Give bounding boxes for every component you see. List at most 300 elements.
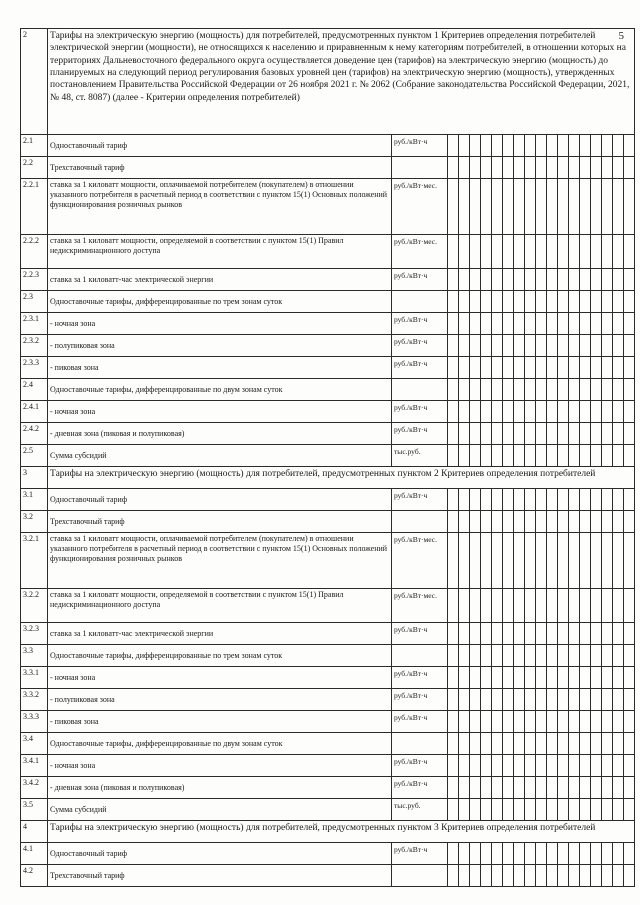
value-cell xyxy=(558,135,569,157)
value-cell xyxy=(536,135,547,157)
value-cell xyxy=(525,755,536,777)
value-cell xyxy=(459,777,470,799)
value-cell xyxy=(580,179,591,235)
value-cell xyxy=(613,135,624,157)
row-number-cell: 4.2 xyxy=(21,865,48,887)
value-cell xyxy=(514,533,525,589)
value-cell xyxy=(613,269,624,291)
value-cell xyxy=(580,755,591,777)
value-cell xyxy=(492,589,503,623)
value-cell xyxy=(514,379,525,401)
value-cell xyxy=(558,533,569,589)
value-cell xyxy=(580,689,591,711)
value-cell xyxy=(591,313,602,335)
row-unit-cell xyxy=(392,511,448,533)
value-cell xyxy=(624,357,635,379)
row-number-cell: 3.2.2 xyxy=(21,589,48,623)
value-cell xyxy=(569,511,580,533)
value-cell xyxy=(536,799,547,821)
value-cell xyxy=(514,135,525,157)
value-cell xyxy=(481,589,492,623)
row-unit-cell: тыс.руб. xyxy=(392,799,448,821)
table-row xyxy=(21,623,635,645)
value-cell xyxy=(536,179,547,235)
value-cell xyxy=(536,511,547,533)
value-cell xyxy=(602,401,613,423)
value-cell xyxy=(514,235,525,269)
value-cell xyxy=(481,335,492,357)
value-cell xyxy=(492,269,503,291)
value-cell xyxy=(624,179,635,235)
value-cell xyxy=(503,401,514,423)
value-cell xyxy=(459,733,470,755)
value-cell xyxy=(602,135,613,157)
value-cell xyxy=(569,865,580,887)
row-unit-cell: руб./кВт·мес. xyxy=(392,179,448,235)
value-cell xyxy=(525,179,536,235)
value-cell xyxy=(470,135,481,157)
row-number-cell: 2.4.1 xyxy=(21,401,48,423)
value-cell xyxy=(525,489,536,511)
value-cell xyxy=(613,733,624,755)
value-cell xyxy=(459,689,470,711)
value-cell xyxy=(492,865,503,887)
value-cell xyxy=(591,269,602,291)
value-cell xyxy=(569,291,580,313)
value-cell xyxy=(514,269,525,291)
value-cell xyxy=(448,157,459,179)
value-cell xyxy=(536,777,547,799)
value-cell xyxy=(580,733,591,755)
table-row xyxy=(21,291,635,313)
value-cell xyxy=(514,357,525,379)
value-cell xyxy=(459,623,470,645)
value-cell xyxy=(569,269,580,291)
value-cell xyxy=(613,533,624,589)
value-cell xyxy=(470,865,481,887)
value-cell xyxy=(547,445,558,467)
value-cell xyxy=(470,157,481,179)
value-cell xyxy=(580,235,591,269)
value-cell xyxy=(448,235,459,269)
value-cell xyxy=(569,689,580,711)
value-cell xyxy=(448,711,459,733)
table-row xyxy=(21,733,635,755)
value-cell xyxy=(591,291,602,313)
value-cell xyxy=(580,865,591,887)
value-cell xyxy=(470,645,481,667)
value-cell xyxy=(492,645,503,667)
value-cell xyxy=(470,511,481,533)
value-cell xyxy=(459,291,470,313)
value-cell xyxy=(602,379,613,401)
value-cell xyxy=(503,689,514,711)
value-cell xyxy=(569,533,580,589)
value-cell xyxy=(514,623,525,645)
value-cell xyxy=(580,357,591,379)
value-cell xyxy=(602,689,613,711)
value-cell xyxy=(481,755,492,777)
value-cell xyxy=(448,799,459,821)
value-cell xyxy=(470,777,481,799)
value-cell xyxy=(525,335,536,357)
value-cell xyxy=(569,733,580,755)
value-cell xyxy=(470,313,481,335)
value-cell xyxy=(580,533,591,589)
value-cell xyxy=(624,777,635,799)
value-cell xyxy=(558,291,569,313)
value-cell xyxy=(536,623,547,645)
value-cell xyxy=(558,511,569,533)
value-cell xyxy=(624,755,635,777)
value-cell xyxy=(624,291,635,313)
value-cell xyxy=(602,667,613,689)
value-cell xyxy=(613,589,624,623)
value-cell xyxy=(558,401,569,423)
value-cell xyxy=(459,645,470,667)
value-cell xyxy=(558,733,569,755)
value-cell xyxy=(613,623,624,645)
value-cell xyxy=(470,291,481,313)
value-cell xyxy=(481,445,492,467)
value-cell xyxy=(569,589,580,623)
value-cell xyxy=(503,799,514,821)
value-cell xyxy=(569,313,580,335)
value-cell xyxy=(481,235,492,269)
value-cell xyxy=(580,623,591,645)
value-cell xyxy=(569,379,580,401)
value-cell xyxy=(492,357,503,379)
value-cell xyxy=(492,401,503,423)
value-cell xyxy=(448,755,459,777)
value-cell xyxy=(470,533,481,589)
value-cell xyxy=(459,445,470,467)
row-name-cell: Сумма субсидий xyxy=(48,799,392,821)
value-cell xyxy=(481,645,492,667)
value-cell xyxy=(569,755,580,777)
value-cell xyxy=(558,843,569,865)
row-name-cell: Одноставочные тарифы, дифференцированные по трем зонам суток xyxy=(48,291,392,313)
row-name-cell: ставка за 1 киловатт мощности, оплачиваемой потребителем (покупателем) в отношении указанного потребителя в расчетный период в соответствии с пунктом 15(1) Основных положений функционирования розничных рынков xyxy=(48,179,392,235)
value-cell xyxy=(470,179,481,235)
row-number-cell: 3.4.2 xyxy=(21,777,48,799)
value-cell xyxy=(481,423,492,445)
value-cell xyxy=(591,755,602,777)
value-cell xyxy=(514,511,525,533)
value-cell xyxy=(547,335,558,357)
table-row xyxy=(21,269,635,291)
value-cell xyxy=(602,799,613,821)
value-cell xyxy=(602,179,613,235)
value-cell xyxy=(591,865,602,887)
value-cell xyxy=(525,135,536,157)
value-cell xyxy=(624,269,635,291)
table-row xyxy=(21,799,635,821)
value-cell xyxy=(503,489,514,511)
value-cell xyxy=(580,777,591,799)
value-cell xyxy=(514,777,525,799)
value-cell xyxy=(481,401,492,423)
value-cell xyxy=(492,379,503,401)
value-cell xyxy=(569,711,580,733)
value-cell xyxy=(591,711,602,733)
value-cell xyxy=(536,269,547,291)
row-number-cell: 2.5 xyxy=(21,445,48,467)
value-cell xyxy=(613,799,624,821)
row-number-cell: 2.4 xyxy=(21,379,48,401)
value-cell xyxy=(558,269,569,291)
value-cell xyxy=(525,157,536,179)
value-cell xyxy=(525,313,536,335)
value-cell xyxy=(569,423,580,445)
row-unit-cell: руб./кВт·ч xyxy=(392,335,448,357)
value-cell xyxy=(492,667,503,689)
value-cell xyxy=(624,401,635,423)
value-cell xyxy=(602,291,613,313)
value-cell xyxy=(558,157,569,179)
value-cell xyxy=(514,313,525,335)
value-cell xyxy=(547,269,558,291)
row-name-cell: ставка за 1 киловатт-час электрической энергии xyxy=(48,623,392,645)
value-cell xyxy=(525,423,536,445)
table-row xyxy=(21,667,635,689)
section-title-cell: Тарифы на электрическую энергию (мощность) для потребителей, предусмотренных пунктом 3 Критериев определения потребителей xyxy=(48,821,635,843)
value-cell xyxy=(558,445,569,467)
value-cell xyxy=(547,357,558,379)
row-number-cell: 3.4 xyxy=(21,733,48,755)
value-cell xyxy=(525,235,536,269)
value-cell xyxy=(624,379,635,401)
value-cell xyxy=(547,313,558,335)
value-cell xyxy=(525,865,536,887)
value-cell xyxy=(459,423,470,445)
row-number-cell: 2 xyxy=(21,29,48,135)
row-unit-cell: руб./кВт·ч xyxy=(392,777,448,799)
value-cell xyxy=(602,235,613,269)
value-cell xyxy=(591,799,602,821)
value-cell xyxy=(492,533,503,589)
value-cell xyxy=(481,489,492,511)
row-unit-cell: руб./кВт·ч xyxy=(392,269,448,291)
table-row xyxy=(21,489,635,511)
value-cell xyxy=(547,623,558,645)
value-cell xyxy=(613,179,624,235)
value-cell xyxy=(470,843,481,865)
value-cell xyxy=(536,711,547,733)
row-name-cell: - ночная зона xyxy=(48,755,392,777)
value-cell xyxy=(470,799,481,821)
value-cell xyxy=(448,623,459,645)
value-cell xyxy=(448,865,459,887)
value-cell xyxy=(624,865,635,887)
row-unit-cell: руб./кВт·ч xyxy=(392,689,448,711)
value-cell xyxy=(459,135,470,157)
value-cell xyxy=(503,645,514,667)
row-unit-cell xyxy=(392,865,448,887)
value-cell xyxy=(558,313,569,335)
row-name-cell: Одноставочный тариф xyxy=(48,135,392,157)
value-cell xyxy=(525,689,536,711)
value-cell xyxy=(558,623,569,645)
value-cell xyxy=(591,589,602,623)
value-cell xyxy=(481,533,492,589)
row-name-cell: Одноставочный тариф xyxy=(48,489,392,511)
row-unit-cell xyxy=(392,379,448,401)
value-cell xyxy=(591,489,602,511)
value-cell xyxy=(514,755,525,777)
value-cell xyxy=(547,711,558,733)
value-cell xyxy=(580,269,591,291)
value-cell xyxy=(481,865,492,887)
value-cell xyxy=(613,667,624,689)
value-cell xyxy=(470,357,481,379)
value-cell xyxy=(602,755,613,777)
row-name-cell: ставка за 1 киловатт мощности, определяемой в соответствии с пунктом 15(1) Правил недискриминационного доступа xyxy=(48,589,392,623)
value-cell xyxy=(525,401,536,423)
value-cell xyxy=(492,179,503,235)
value-cell xyxy=(492,623,503,645)
row-unit-cell: руб./кВт·ч xyxy=(392,357,448,379)
value-cell xyxy=(525,733,536,755)
value-cell xyxy=(624,533,635,589)
value-cell xyxy=(448,135,459,157)
value-cell xyxy=(580,511,591,533)
value-cell xyxy=(613,511,624,533)
row-name-cell: Одноставочные тарифы, дифференцированные по двум зонам суток xyxy=(48,379,392,401)
table-row xyxy=(21,235,635,269)
value-cell xyxy=(580,291,591,313)
row-number-cell: 3.2.3 xyxy=(21,623,48,645)
row-number-cell: 2.2 xyxy=(21,157,48,179)
value-cell xyxy=(536,755,547,777)
table-row xyxy=(21,179,635,235)
value-cell xyxy=(470,269,481,291)
value-cell xyxy=(514,667,525,689)
table-row xyxy=(21,335,635,357)
row-name-cell: ставка за 1 киловатт мощности, определяемой в соответствии с пунктом 15(1) Правил недискриминационного доступа xyxy=(48,235,392,269)
value-cell xyxy=(503,291,514,313)
value-cell xyxy=(481,777,492,799)
tariff-table-body xyxy=(21,29,635,887)
row-name-cell: - ночная зона xyxy=(48,667,392,689)
value-cell xyxy=(503,777,514,799)
row-name-cell: Сумма субсидий xyxy=(48,445,392,467)
value-cell xyxy=(613,843,624,865)
row-unit-cell: руб./кВт·ч xyxy=(392,313,448,335)
row-number-cell: 3 xyxy=(21,467,48,489)
value-cell xyxy=(558,711,569,733)
value-cell xyxy=(591,667,602,689)
value-cell xyxy=(459,357,470,379)
value-cell xyxy=(448,401,459,423)
row-name-cell: - дневная зона (пиковая и полупиковая) xyxy=(48,423,392,445)
value-cell xyxy=(602,733,613,755)
value-cell xyxy=(470,689,481,711)
value-cell xyxy=(613,445,624,467)
value-cell xyxy=(558,755,569,777)
value-cell xyxy=(547,777,558,799)
value-cell xyxy=(613,711,624,733)
row-name-cell: - дневная зона (пиковая и полупиковая) xyxy=(48,777,392,799)
table-row xyxy=(21,511,635,533)
row-name-cell: Трехставочный тариф xyxy=(48,157,392,179)
row-unit-cell: руб./кВт·ч xyxy=(392,755,448,777)
value-cell xyxy=(547,489,558,511)
value-cell xyxy=(558,589,569,623)
row-unit-cell: руб./кВт·мес. xyxy=(392,235,448,269)
value-cell xyxy=(602,335,613,357)
table-row xyxy=(21,711,635,733)
row-number-cell: 2.2.2 xyxy=(21,235,48,269)
row-number-cell: 3.4.1 xyxy=(21,755,48,777)
value-cell xyxy=(448,291,459,313)
value-cell xyxy=(602,511,613,533)
value-cell xyxy=(591,335,602,357)
value-cell xyxy=(481,667,492,689)
value-cell xyxy=(558,335,569,357)
value-cell xyxy=(503,667,514,689)
value-cell xyxy=(613,335,624,357)
value-cell xyxy=(459,157,470,179)
value-cell xyxy=(481,357,492,379)
value-cell xyxy=(448,667,459,689)
value-cell xyxy=(448,379,459,401)
table-row xyxy=(21,467,635,489)
row-unit-cell: тыс.руб. xyxy=(392,445,448,467)
value-cell xyxy=(481,689,492,711)
value-cell xyxy=(591,357,602,379)
value-cell xyxy=(624,489,635,511)
row-number-cell: 2.2.1 xyxy=(21,179,48,235)
value-cell xyxy=(525,623,536,645)
value-cell xyxy=(459,313,470,335)
row-number-cell: 2.2.3 xyxy=(21,269,48,291)
row-number-cell: 3.3.1 xyxy=(21,667,48,689)
value-cell xyxy=(547,799,558,821)
value-cell xyxy=(591,379,602,401)
value-cell xyxy=(481,711,492,733)
value-cell xyxy=(536,733,547,755)
value-cell xyxy=(536,589,547,623)
value-cell xyxy=(558,489,569,511)
row-unit-cell: руб./кВт·ч xyxy=(392,667,448,689)
value-cell xyxy=(624,667,635,689)
value-cell xyxy=(459,489,470,511)
value-cell xyxy=(602,533,613,589)
row-number-cell: 2.1 xyxy=(21,135,48,157)
value-cell xyxy=(492,489,503,511)
value-cell xyxy=(536,689,547,711)
value-cell xyxy=(503,445,514,467)
value-cell xyxy=(602,589,613,623)
value-cell xyxy=(536,335,547,357)
value-cell xyxy=(613,489,624,511)
value-cell xyxy=(558,379,569,401)
value-cell xyxy=(580,313,591,335)
row-name-cell: Одноставочный тариф xyxy=(48,843,392,865)
value-cell xyxy=(624,843,635,865)
value-cell xyxy=(569,401,580,423)
value-cell xyxy=(569,645,580,667)
value-cell xyxy=(547,291,558,313)
value-cell xyxy=(547,733,558,755)
value-cell xyxy=(481,179,492,235)
value-cell xyxy=(624,445,635,467)
value-cell xyxy=(448,533,459,589)
row-unit-cell: руб./кВт·мес. xyxy=(392,533,448,589)
row-unit-cell xyxy=(392,645,448,667)
value-cell xyxy=(591,157,602,179)
